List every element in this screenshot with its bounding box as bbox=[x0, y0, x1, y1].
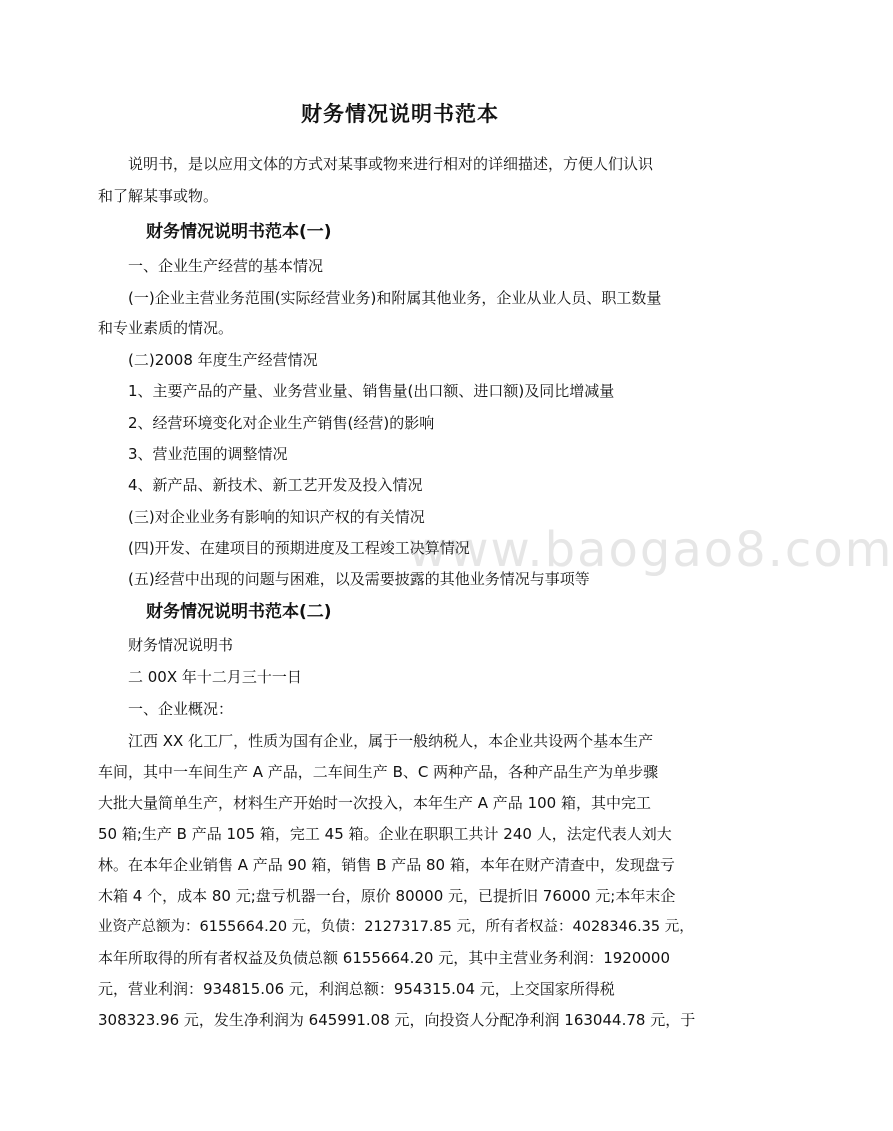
watermark: www.baogao8.com bbox=[408, 522, 893, 578]
body-line: 50 箱;生产 B 产品 105 箱，完工 45 箱。企业在职职工共计 240 人，法定代表人刘大 bbox=[98, 825, 672, 843]
body-line: 车间，其中一车间生产 A 产品，二车间生产 B、C 两种产品，各种产品生产为单步骤 bbox=[98, 763, 659, 781]
intro-line: 和了解某事或物。 bbox=[98, 187, 219, 205]
section-heading-1: 财务情况说明书范本(一) bbox=[146, 222, 332, 242]
body-line: 大批大量简单生产，材料生产开始时一次投入，本年生产 A 产品 100 箱，其中完工 bbox=[98, 794, 651, 812]
body-line: 江西 XX 化工厂，性质为国有企业，属于一般纳税人，本企业共设两个基本生产 bbox=[128, 732, 654, 750]
paragraph-line: 一、企业生产经营的基本情况 bbox=[128, 257, 324, 275]
paragraph-line: 1、主要产品的产量、业务营业量、销售量(出口额、进口额)及同比增减量 bbox=[128, 382, 615, 400]
document-title: 财务情况说明书范本 bbox=[301, 102, 499, 126]
body-line: 业资产总额为：6155664.20 元，负债：2127317.85 元，所有者权益：4028346.35 元， bbox=[98, 919, 694, 935]
section-heading-2: 财务情况说明书范本(二) bbox=[146, 602, 332, 622]
body-line: 林。在本年企业销售 A 产品 90 箱，销售 B 产品 80 箱，本年在财产清查中，发现盘亏 bbox=[98, 856, 675, 874]
body-line: 木箱 4 个，成本 80 元;盘亏机器一台，原价 80000 元，已提折旧 76000 元;本年末企 bbox=[98, 887, 676, 905]
body-line: 本年所取得的所有者权益及负债总额 6155664.20 元，其中主营业务利润：1920000 bbox=[98, 949, 671, 967]
paragraph-line: 二 00X 年十二月三十一日 bbox=[128, 668, 302, 686]
paragraph-line: (四)开发、在建项目的预期进度及工程竣工决算情况 bbox=[128, 539, 470, 557]
body-line: 308323.96 元，发生净利润为 645991.08 元，向投资人分配净利润 163044.78 元，于 bbox=[98, 1011, 696, 1029]
paragraph-line: 2、经营环境变化对企业生产销售(经营)的影响 bbox=[128, 414, 435, 432]
intro-line: 说明书，是以应用文体的方式对某事或物来进行相对的详细描述，方便人们认识 bbox=[128, 155, 654, 173]
paragraph-line: 一、企业概况： bbox=[128, 700, 234, 718]
body-line: 元，营业利润：934815.06 元，利润总额：954315.04 元，上交国家所得税 bbox=[98, 980, 615, 998]
paragraph-line: 3、营业范围的调整情况 bbox=[128, 445, 288, 463]
paragraph-line: 和专业素质的情况。 bbox=[98, 319, 234, 337]
paragraph-line: (一)企业主营业务范围(实际经营业务)和附属其他业务，企业从业人员、职工数量 bbox=[128, 289, 662, 307]
paragraph-line: 4、新产品、新技术、新工艺开发及投入情况 bbox=[128, 476, 423, 494]
paragraph-line: (二)2008 年度生产经营情况 bbox=[128, 351, 318, 369]
paragraph-line: 财务情况说明书 bbox=[128, 636, 234, 654]
paragraph-line: (三)对企业业务有影响的知识产权的有关情况 bbox=[128, 508, 425, 526]
paragraph-line: (五)经营中出现的问题与困难，以及需要披露的其他业务情况与事项等 bbox=[128, 570, 590, 588]
